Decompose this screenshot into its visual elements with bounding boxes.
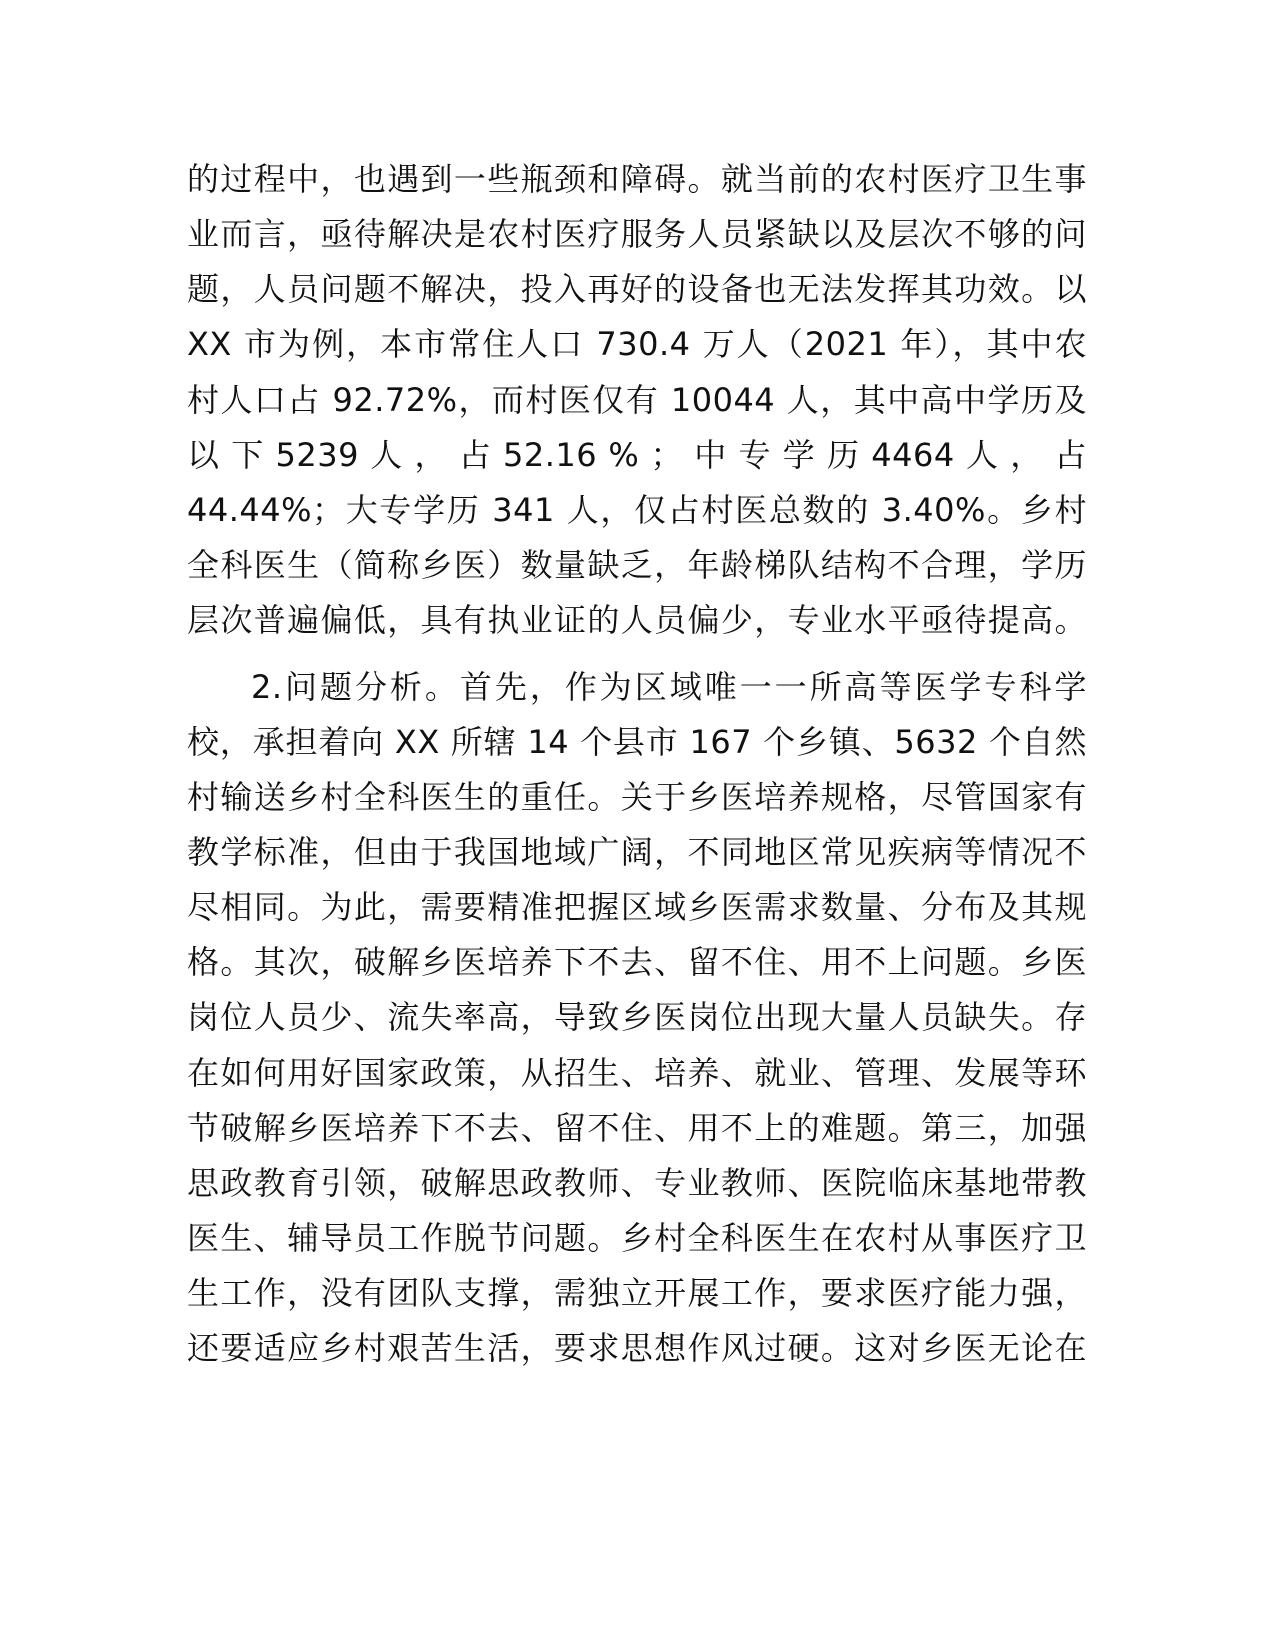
text-line: 在如何用好国家政策，从招生、培养、就业、管理、发展等环 [187, 1054, 1087, 1092]
text-line: 村输送乡村全科医生的重任。关于乡医培养规格，尽管国家有 [187, 778, 1087, 816]
text-line: 校，承担着向 XX 所辖 14 个县市 167 个乡镇、5632 个自然 [187, 723, 1087, 761]
text-line: 村人口占 92.72%，而村医仅有 10044 人，其中高中学历及 [187, 381, 1087, 419]
text-line: 格。其次，破解乡医培养下不去、留不住、用不上问题。乡医 [187, 943, 1087, 981]
text-line: 岗位人员少、流失率高，导致乡医岗位出现大量人员缺失。存 [187, 998, 1087, 1036]
text-line: 还要适应乡村艰苦生活，要求思想作风过硬。这对乡医无论在 [187, 1329, 1087, 1367]
text-line: 全科医生（简称乡医）数量缺乏，年龄梯队结构不合理，学历 [187, 546, 1087, 584]
text-line: 44.44%；大专学历 341 人，仅占村医总数的 3.40%。乡村 [187, 491, 1087, 529]
text-line: 生工作，没有团队支撑，需独立开展工作，要求医疗能力强， [187, 1274, 1087, 1312]
text-line: 业而言，亟待解决是农村医疗服务人员紧缺以及层次不够的问 [187, 215, 1087, 253]
text-line: XX 市为例，本市常住人口 730.4 万人（2021 年），其中农 [187, 325, 1087, 363]
text-line: 节破解乡医培养下不去、留不住、用不上的难题。第三，加强 [187, 1109, 1087, 1147]
text-line: 以 下 5239 人 ， 占 52.16 % ； 中 专 学 历 4464 人 ， 占 [187, 436, 1087, 474]
text-line: 教学标准，但由于我国地域广阔，不同地区常见疾病等情况不 [187, 833, 1087, 871]
text-line: 思政教育引领，破解思政教师、专业教师、医院临床基地带教 [187, 1164, 1087, 1202]
text-line: 题，人员问题不解决，投入再好的设备也无法发挥其功效。以 [187, 270, 1087, 308]
text-line: 医生、辅导员工作脱节问题。乡村全科医生在农村从事医疗卫 [187, 1219, 1087, 1257]
text-line: 2.问题分析。首先，作为区域唯一一所高等医学专科学 [251, 668, 1087, 706]
text-line: 尽相同。为此，需要精准把握区域乡医需求数量、分布及其规 [187, 888, 1087, 926]
text-line: 层次普遍偏低，具有执业证的人员偏少，专业水平亟待提高。 [187, 601, 1087, 639]
text-line: 的过程中，也遇到一些瓶颈和障碍。就当前的农村医疗卫生事 [187, 160, 1087, 198]
